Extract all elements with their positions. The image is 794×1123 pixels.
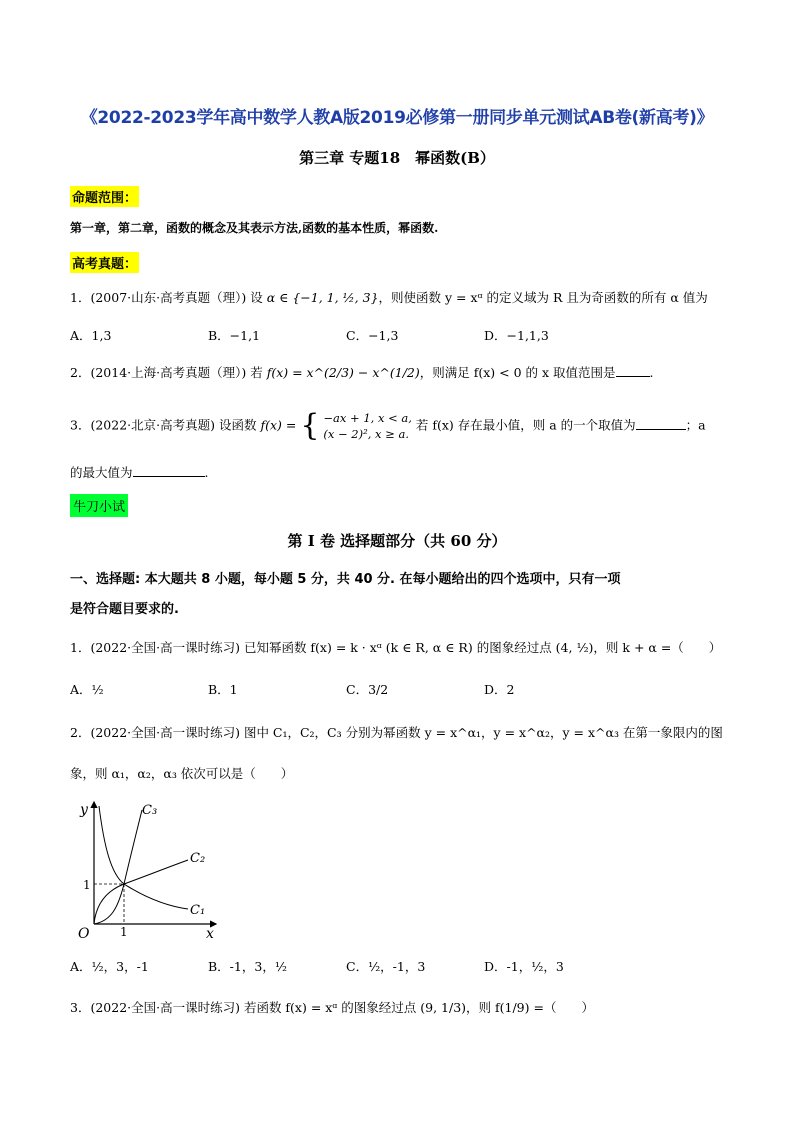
- gaokao-question-2: 2．(2014·上海·高考真题（理）) 若 f(x) = x^(2/3) − x^(1/2)，则满足 f(x) < 0 的 x 取值范围是 .: [70, 365, 654, 380]
- scope-text: 第一章，第二章，函数的概念及其表示方法,函数的基本性质，幂函数.: [70, 221, 439, 235]
- question-2-option-b: B．-1，3，½: [208, 959, 287, 974]
- c3-label: C₃: [142, 803, 158, 818]
- gaokao-q1-prefix: 1．(2007·山东·高考真题（理）) 设: [70, 290, 263, 305]
- gaokao-q1-option-b: B．−1,1: [208, 328, 261, 343]
- c1-label: C₁: [190, 903, 206, 918]
- gaokao-question-3-line2: 的最大值为 .: [70, 465, 209, 480]
- question-2-option-a: A．½，3，-1: [70, 959, 149, 974]
- curve-c1: [99, 806, 188, 909]
- question-1-stem: 1．(2022·全国·高一课时练习) 已知幂函数 f(x) = k · xᵅ (k ∈ R, α ∈ R) 的图象经过点 (4, ½)，则 k + α =（ ）: [70, 640, 722, 655]
- x-tick-one: 1: [120, 925, 128, 939]
- question-3-stem: 3．(2022·全国·高一课时练习) 若函数 f(x) = xᵅ 的图象经过点 (9, 1/3)，则 f(1/9) =（ ）: [70, 1000, 594, 1015]
- gaokao-q2-suffix: ，则满足 f(x) < 0 的 x 取值范围是: [419, 365, 616, 380]
- gaokao-q3-prefix: 3．(2022·北京·高考真题) 设函数: [70, 417, 257, 433]
- gaokao-q1-option-d: D．−1,1,3: [484, 328, 549, 343]
- gaokao-q3-blank-2: [133, 476, 205, 477]
- gaokao-q1-set: α ∈ {−1, 1, ½, 3}: [266, 290, 379, 305]
- document-title: 《2022-2023学年高中数学人教A版2019必修第一册同步单元测试AB卷(新高考)》: [80, 108, 714, 128]
- chapter-subtitle: 第三章 专题18 幂函数(B）: [299, 149, 495, 167]
- gaokao-q3-tail: ；a: [685, 417, 706, 433]
- c2-label: C₂: [190, 851, 206, 866]
- gaokao-q2-expr: f(x) = x^(2/3) − x^(1/2): [266, 365, 420, 380]
- gaokao-q3-middle: 若 f(x) 存在最小值，则 a 的一个取值为: [415, 417, 636, 433]
- y-tick-one: 1: [83, 878, 91, 892]
- question-1-option-b: B．1: [208, 682, 238, 697]
- section-title: 第 I 卷 选择题部分（共 60 分）: [287, 532, 507, 550]
- gaokao-q3-case2: (x − 2)², x ≥ a.: [323, 427, 409, 441]
- gaokao-q1-suffix: ，则使函数 y = xᵅ 的定义域为 R 且为奇函数的所有 α 值为: [378, 290, 708, 305]
- origin-label: O: [78, 926, 90, 941]
- gaokao-q2-blank: [616, 376, 650, 377]
- scope-label: 命题范围：: [70, 186, 139, 207]
- gaokao-q1-option-a: A．1,3: [70, 328, 112, 343]
- question-2-stem-line2: 象，则 α₁，α₂，α₃ 依次可以是（ ）: [70, 766, 294, 781]
- y-axis-label: y: [80, 802, 88, 818]
- gaokao-q2-prefix: 2．(2014·上海·高考真题（理）) 若: [70, 365, 263, 380]
- gaokao-q3-blank-1: [636, 429, 686, 430]
- section-instruction-1: 一、选择题: 本大题共 8 小题，每小题 5 分，共 40 分. 在每小题给出的四个选项中，只有一项: [70, 572, 621, 587]
- question-1-option-c: C．3/2: [346, 682, 389, 697]
- practice-label: 牛刀小试: [70, 494, 128, 517]
- power-function-graph: [66, 796, 226, 941]
- question-2-stem-line1: 2．(2022·全国·高一课时练习) 图中 C₁，C₂，C₃ 分别为幂函数 y = x^α₁，y = x^α₂，y = x^α₃ 在第一象限内的图: [70, 725, 723, 740]
- question-1-option-a: A．½: [70, 682, 104, 697]
- curve-c2: [94, 860, 188, 924]
- question-2-option-c: C．½，-1，3: [346, 959, 426, 974]
- section-instruction-2: 是符合题目要求的.: [70, 602, 179, 617]
- gaokao-question-1: [70, 288, 708, 306]
- question-2-option-d: D．-1，½，3: [484, 959, 564, 974]
- curve-c3: [94, 810, 142, 924]
- question-1-option-d: D．2: [484, 682, 515, 697]
- x-axis-label: x: [206, 926, 214, 941]
- gaokao-q1-option-c: C．−1,3: [346, 328, 399, 343]
- gaokao-label: 高考真题：: [70, 252, 139, 273]
- gaokao-question-3: 3．(2022·北京·高考真题) 设函数 f(x) = { −ax + 1, x < a, (x − 2)², x ≥ a. 若 f(x) 存在最小值，则 a 的一个取值为 ；a: [70, 408, 706, 443]
- gaokao-q3-case1: −ax + 1, x < a,: [323, 411, 412, 425]
- gaokao-q3-line2: 的最大值为: [70, 465, 133, 480]
